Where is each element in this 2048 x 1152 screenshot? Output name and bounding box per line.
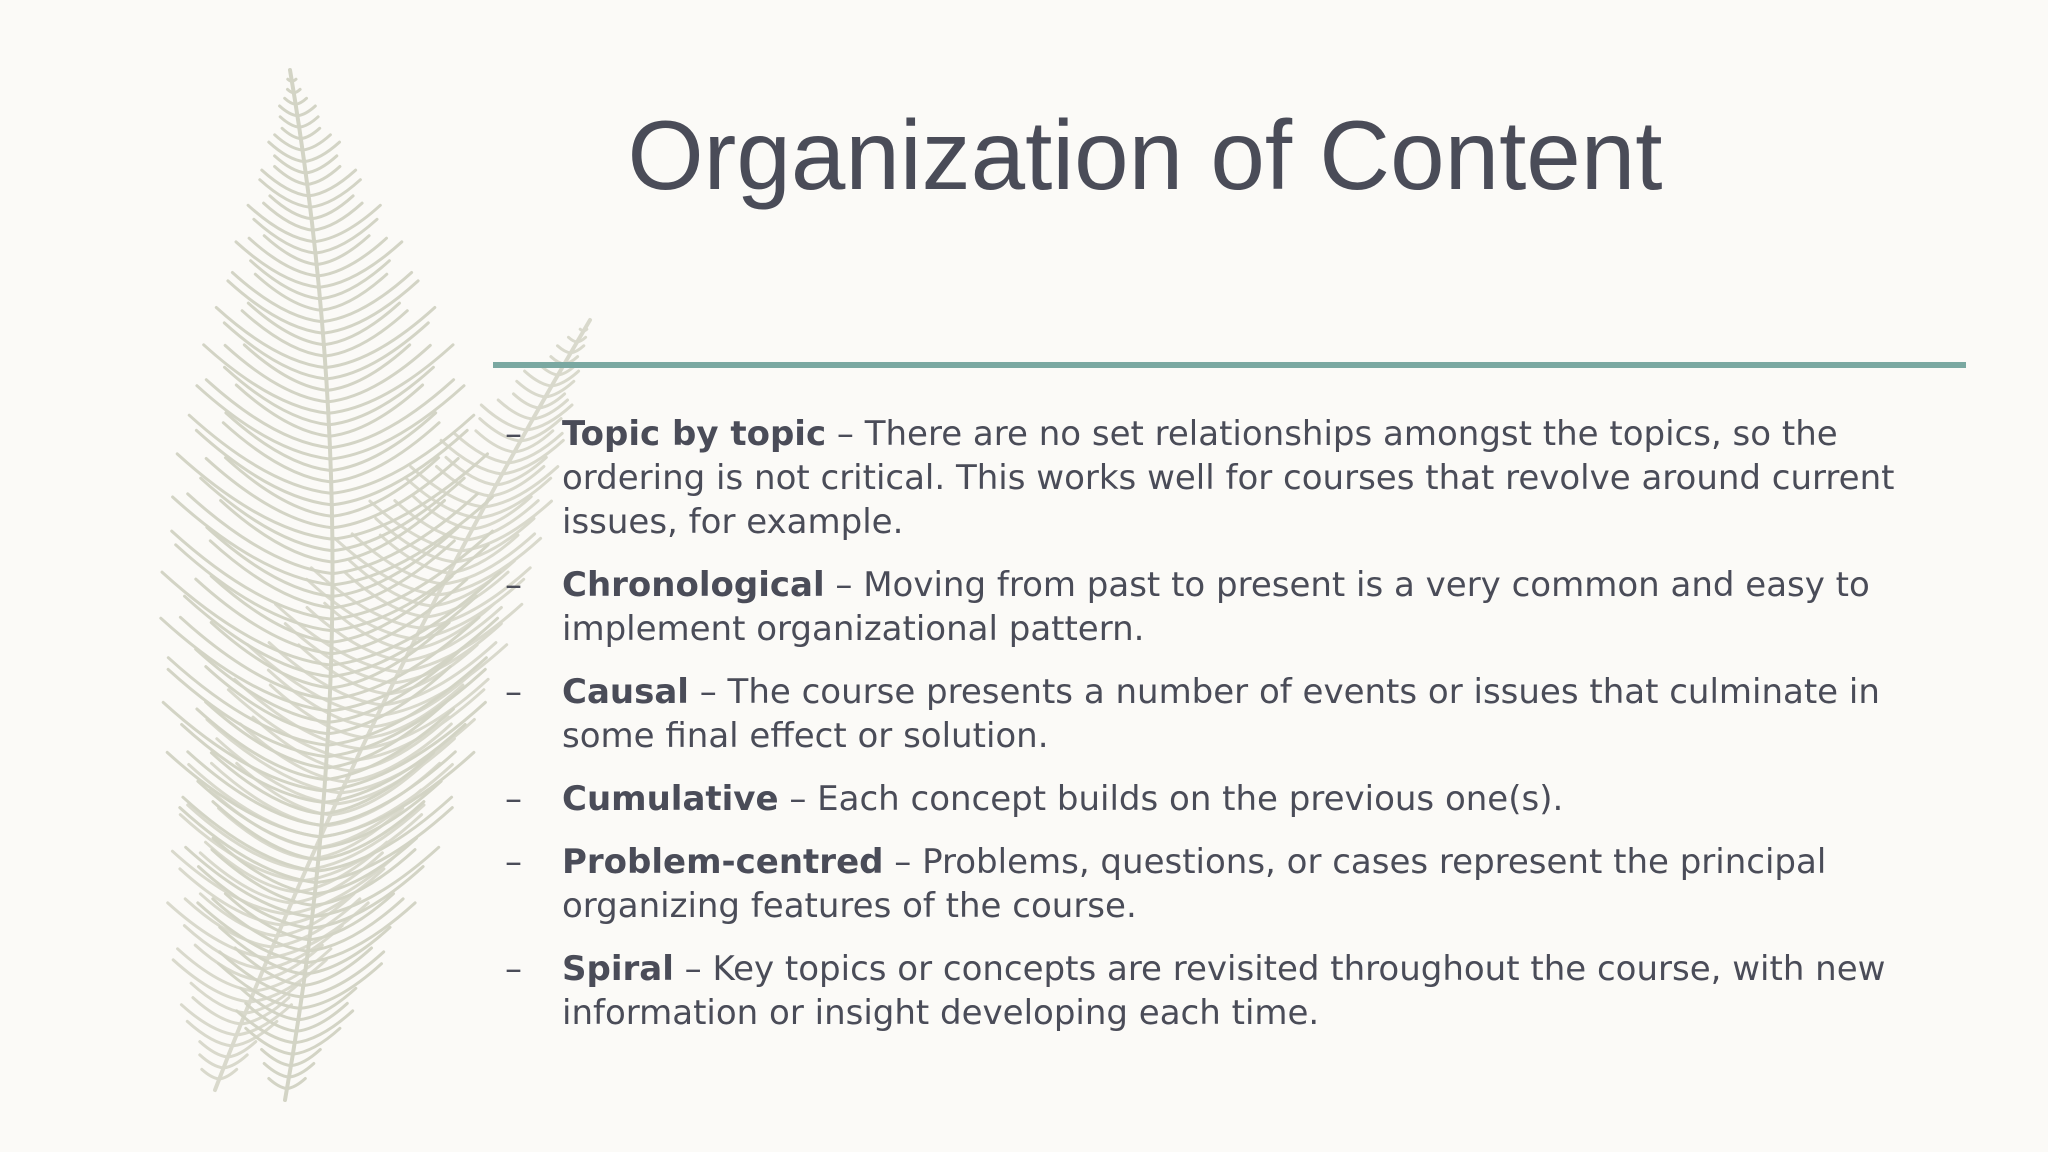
bullet-dash: – <box>505 949 522 989</box>
item-description: – Each concept builds on the previous one(s). <box>778 779 1564 819</box>
item-term: Spiral <box>562 949 674 989</box>
bullet-dash: – <box>505 565 522 605</box>
bullet-dash: – <box>505 779 522 819</box>
slide-title: Organization of Content <box>627 100 1663 210</box>
list-item <box>505 840 1965 928</box>
item-description: – The course presents a number of events or issues that culminate in some final effect or solution. <box>562 672 1880 756</box>
item-description: – Problems, questions, or cases represent the principal organizing features of the course. <box>562 842 1827 926</box>
item-term: Causal <box>562 672 689 712</box>
list-item <box>505 947 1965 1035</box>
item-term: Topic by topic <box>562 414 827 454</box>
list-item-text <box>562 947 1965 1035</box>
list-item-text <box>562 777 1965 821</box>
bullet-dash: – <box>505 672 522 712</box>
item-term: Problem-centred <box>562 842 884 882</box>
list-item <box>505 670 1965 758</box>
bullet-list <box>505 412 1965 1054</box>
list-item-text <box>562 563 1965 651</box>
list-item <box>505 777 1965 821</box>
item-term: Chronological <box>562 565 825 605</box>
list-item-text <box>562 840 1965 928</box>
item-description: – There are no set relationships amongst the topics, so the ordering is not critical. This works well for courses that revolve around current issues, for example. <box>562 414 1895 542</box>
title-divider <box>493 362 1966 368</box>
item-description: – Key topics or concepts are revisited throughout the course, with new information or insight developing each time. <box>562 949 1886 1033</box>
list-item <box>505 412 1965 544</box>
item-description: – Moving from past to present is a very common and easy to implement organizational pattern. <box>562 565 1870 649</box>
list-item-text <box>562 412 1965 544</box>
bullet-dash: – <box>505 842 522 882</box>
item-term: Cumulative <box>562 779 779 819</box>
list-item-text <box>562 670 1965 758</box>
bullet-dash: – <box>505 414 522 454</box>
list-item <box>505 563 1965 651</box>
